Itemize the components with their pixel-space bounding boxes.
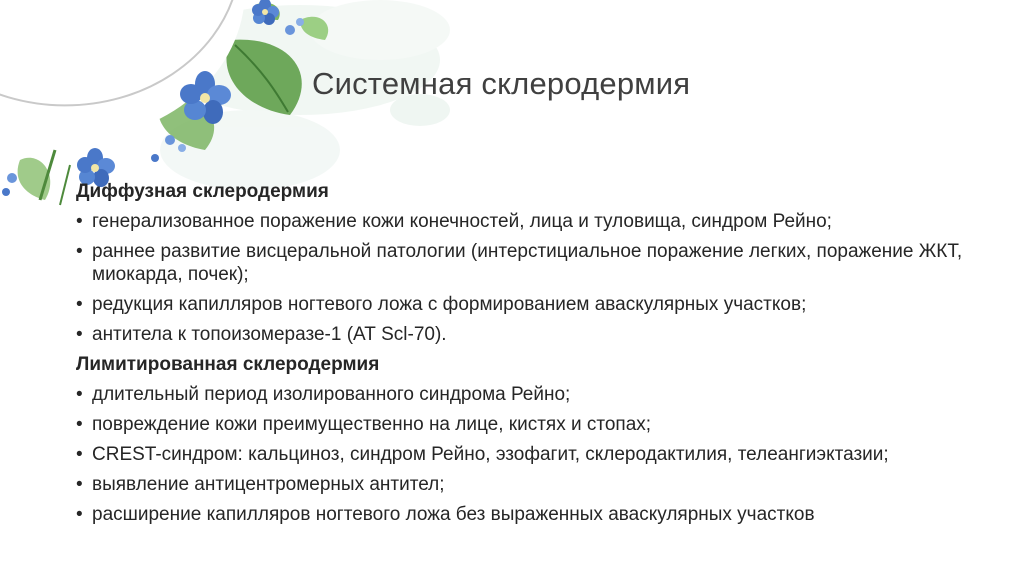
- list-item: • длительный период изолированного синдрома Рейно;: [76, 383, 976, 406]
- list-item: • редукция капилляров ногтевого ложа с формированием аваскулярных участков;: [76, 293, 976, 316]
- list-item: • повреждение кожи преимущественно на лице, кистях и стопах;: [76, 413, 976, 436]
- list-item: • генерализованное поражение кожи конечностей, лица и туловища, синдром Рейно;: [76, 210, 976, 233]
- list-item: • раннее развитие висцеральной патологии (интерстициальное поражение легких, поражение ЖКТ, миокарда, почек);: [76, 240, 976, 286]
- slide-title: Системная склеродермия: [312, 66, 691, 101]
- list-item: • CREST-синдром: кальциноз, синдром Рейно, эзофагит, склеродактилия, телеангиэктазии;: [76, 443, 976, 466]
- list-item: • выявление антицентромерных антител;: [76, 473, 976, 496]
- section-heading-limited: Лимитированная склеродермия: [76, 354, 380, 375]
- slide-content: [76, 180, 976, 533]
- list-item: • антитела к топоизомеразе-1 (АТ Scl-70).: [76, 323, 976, 346]
- section-heading-diffuse: Диффузная склеродермия: [76, 181, 329, 202]
- list-item: • расширение капилляров ногтевого ложа без выраженных аваскулярных участков: [76, 503, 976, 526]
